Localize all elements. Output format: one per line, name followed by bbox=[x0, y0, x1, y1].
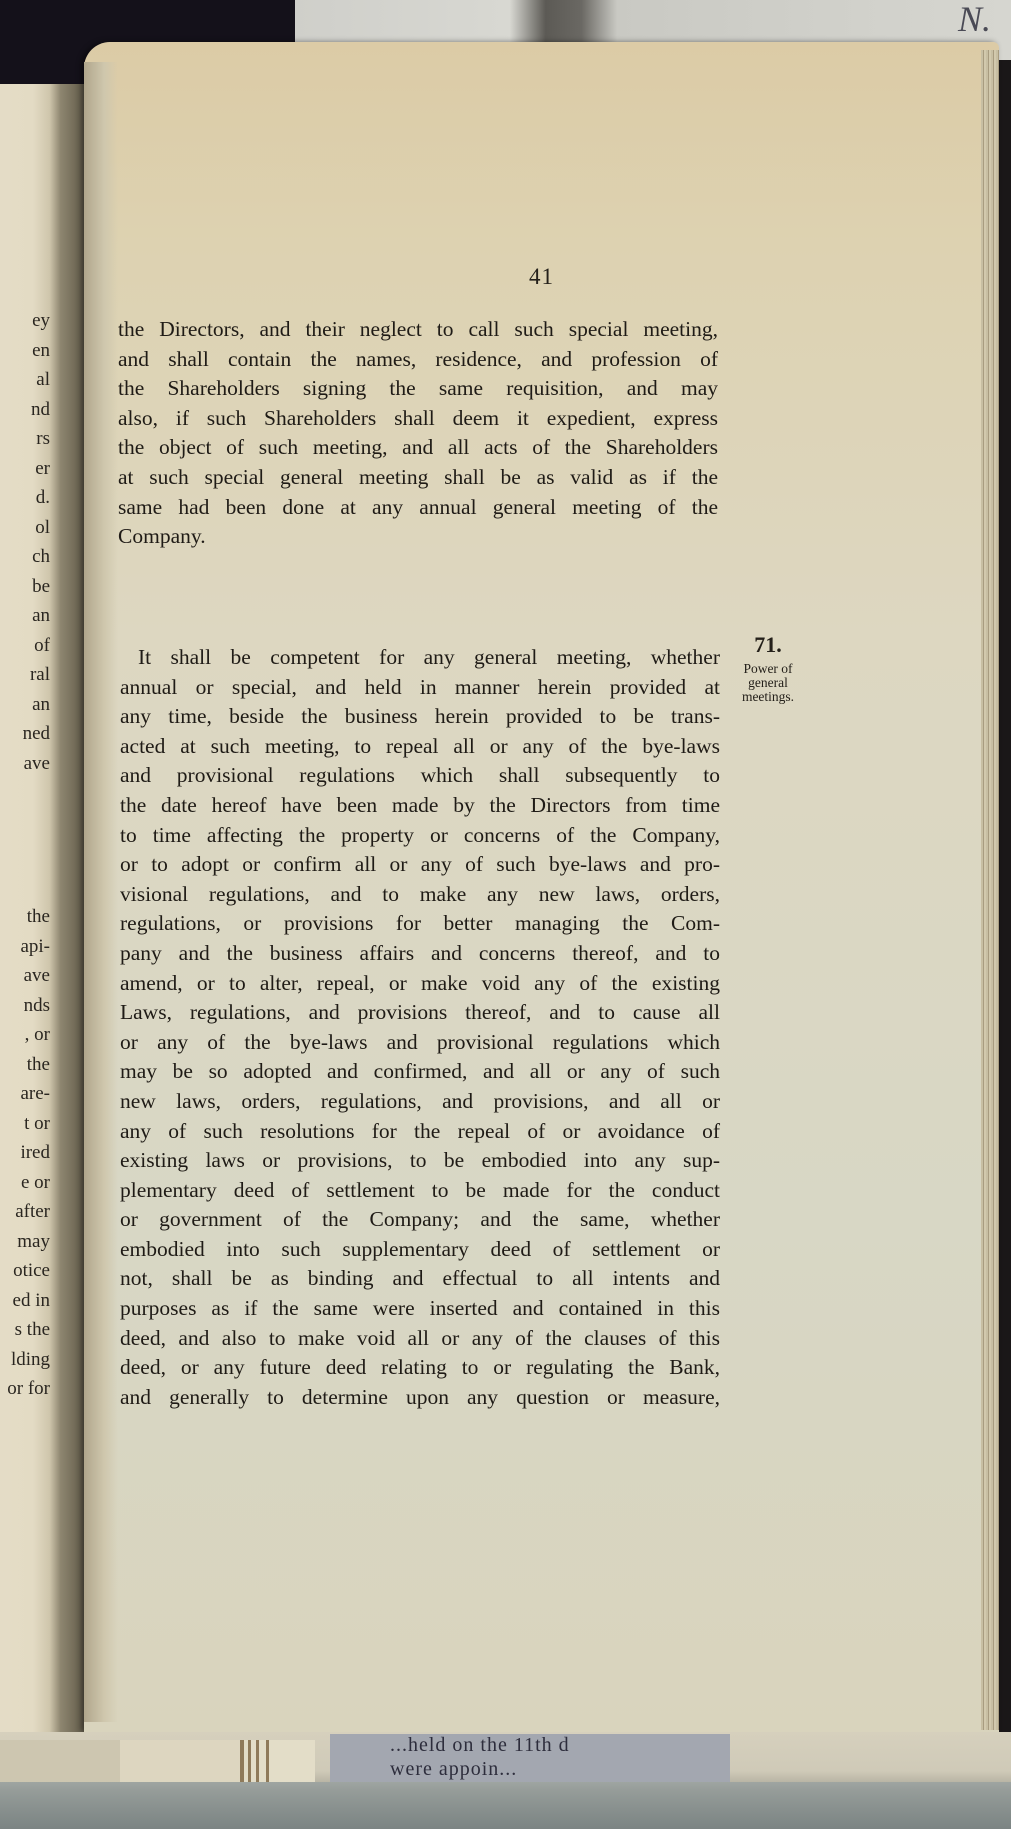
text-line: and provisional regulations which shall subsequently to bbox=[120, 763, 720, 788]
left-page-fragment: nds bbox=[23, 994, 50, 1016]
page-edge bbox=[981, 50, 999, 1730]
left-page-fragment: are- bbox=[20, 1083, 50, 1104]
text-line: pany and the business affairs and concerns thereof, and to bbox=[120, 940, 720, 965]
text-line: the date hereof have been made by the Directors from time bbox=[120, 792, 720, 817]
left-page-fragment: s the bbox=[14, 1319, 50, 1340]
text-line: regulations, or provisions for better managing the Com- bbox=[120, 911, 720, 936]
text-line: any of such resolutions for the repeal of or avoidance of bbox=[120, 1118, 720, 1143]
handwriting-fragment: N. bbox=[957, 0, 991, 39]
left-page-fragment: after bbox=[15, 1201, 50, 1222]
text-line: any time, beside the business herein provided to be trans- bbox=[120, 704, 720, 729]
left-page-fragment: ed in bbox=[12, 1289, 50, 1311]
text-line: Company. bbox=[118, 524, 206, 549]
text-line: or any of the bye-laws and provisional regulations which bbox=[120, 1029, 720, 1054]
left-page-fragment: ol bbox=[35, 516, 50, 538]
left-page-fragment: ired bbox=[20, 1142, 50, 1163]
margin-note-line: meetings. bbox=[741, 689, 795, 704]
left-page-fragment: an bbox=[32, 605, 50, 626]
margin-note-line: Power of bbox=[743, 661, 793, 676]
text-line: same had been done at any annual general meeting of the bbox=[118, 494, 718, 519]
left-page-fragment: d. bbox=[35, 487, 50, 508]
text-line: visional regulations, and to make any new laws, orders, bbox=[120, 881, 720, 906]
text-line: annual or special, and held in manner herein provided at bbox=[120, 674, 720, 699]
text-line: the object of such meeting, and all acts of the Shareholders bbox=[118, 435, 718, 460]
left-page-fragment: the bbox=[26, 906, 50, 927]
bottom-text-line-2: were appoin... bbox=[390, 1758, 518, 1780]
text-line: plementary deed of settlement to be made for the conduct bbox=[120, 1177, 720, 1202]
text-line: not, shall be as binding and effectual to all intents and bbox=[120, 1266, 720, 1291]
text-line: the Shareholders signing the same requisition, and may bbox=[118, 376, 718, 401]
text-line: purposes as if the same were inserted and contained in this bbox=[120, 1296, 720, 1321]
text-line: new laws, orders, regulations, and provisions, and all or bbox=[120, 1088, 720, 1113]
text-line: deed, and also to make void all or any of the clauses of this bbox=[120, 1325, 720, 1350]
left-page-fragment: nd bbox=[31, 398, 50, 420]
glass-plate bbox=[0, 1782, 1011, 1829]
left-page-fragment: ave bbox=[23, 965, 50, 986]
document-page bbox=[84, 42, 999, 1732]
text-line: or to adopt or confirm all or any of such bye-laws and pro- bbox=[120, 852, 720, 877]
left-page-fragment: may bbox=[17, 1230, 50, 1252]
left-page-fragment: lding bbox=[10, 1348, 50, 1370]
bottom-book-edge bbox=[0, 1740, 120, 1782]
text-line: the Directors, and their neglect to call such special meeting, bbox=[118, 317, 718, 341]
paragraph-continuation bbox=[118, 315, 718, 552]
left-page-fragment: t or bbox=[24, 1112, 50, 1134]
text-line: amend, or to alter, repeal, or make void any of the existing bbox=[120, 970, 720, 995]
text-line: and generally to determine upon any question or measure, bbox=[120, 1384, 720, 1409]
margin-note bbox=[718, 662, 818, 704]
left-page-fragment: otice bbox=[13, 1260, 50, 1281]
text-line: existing laws or provisions, to be embodied into any sup- bbox=[120, 1148, 720, 1173]
left-page-fragment: ned bbox=[22, 723, 50, 744]
spine-shadow bbox=[84, 62, 118, 1722]
left-page-text-bottom bbox=[0, 902, 50, 1404]
text-line: at such special general meeting shall be as valid as if the bbox=[118, 464, 718, 489]
left-page-fragment: er bbox=[35, 457, 50, 479]
text-line: acted at such meeting, to repeal all or any of the bye-laws bbox=[120, 733, 720, 758]
left-page-fragment: e or bbox=[20, 1171, 50, 1193]
left-page-fragment: the bbox=[26, 1053, 50, 1075]
left-page-fragment: an bbox=[32, 693, 50, 715]
bottom-paper-fragment bbox=[330, 1734, 730, 1782]
left-page-fragment: ave bbox=[23, 752, 50, 774]
bottom-text-line-1: ...held on the 11th d bbox=[390, 1734, 570, 1756]
section-number: 71. bbox=[754, 632, 782, 657]
left-page-fragment: be bbox=[32, 575, 50, 597]
left-page-fragment: api- bbox=[20, 935, 50, 957]
section-71-paragraph bbox=[120, 643, 720, 1412]
left-page-fragment: or for bbox=[7, 1378, 50, 1399]
margin-note-line: general bbox=[748, 675, 788, 690]
text-line: also, if such Shareholders shall deem it expedient, express bbox=[118, 405, 718, 430]
left-page-fragment: ch bbox=[32, 546, 50, 567]
text-line: embodied into such supplementary deed of settlement or bbox=[120, 1236, 720, 1261]
left-page-fragment: , or bbox=[24, 1024, 50, 1045]
text-line: or government of the Company; and the same, whether bbox=[120, 1207, 720, 1232]
left-page-text-top bbox=[0, 306, 50, 778]
left-page-fragment: ral bbox=[29, 664, 50, 685]
text-line: may be so adopted and confirmed, and all or any of such bbox=[120, 1059, 720, 1084]
page-number: 41 bbox=[529, 264, 554, 289]
bottom-book-stripes bbox=[120, 1740, 315, 1782]
text-line: and shall contain the names, residence, and profession of bbox=[118, 346, 718, 371]
text-line: Laws, regulations, and provisions thereof, and to cause all bbox=[120, 1000, 720, 1025]
text-line: It shall be competent for any general meeting, whether bbox=[138, 645, 720, 669]
left-page-fragment: rs bbox=[36, 428, 50, 449]
left-page-fragment: of bbox=[34, 634, 50, 656]
text-line: to time affecting the property or concerns of the Company, bbox=[120, 822, 720, 847]
text-line: deed, or any future deed relating to or regulating the Bank, bbox=[120, 1355, 720, 1380]
left-page-fragment: al bbox=[36, 369, 50, 390]
left-page-fragment: en bbox=[32, 339, 50, 361]
left-page-fragment: ey bbox=[32, 310, 50, 331]
